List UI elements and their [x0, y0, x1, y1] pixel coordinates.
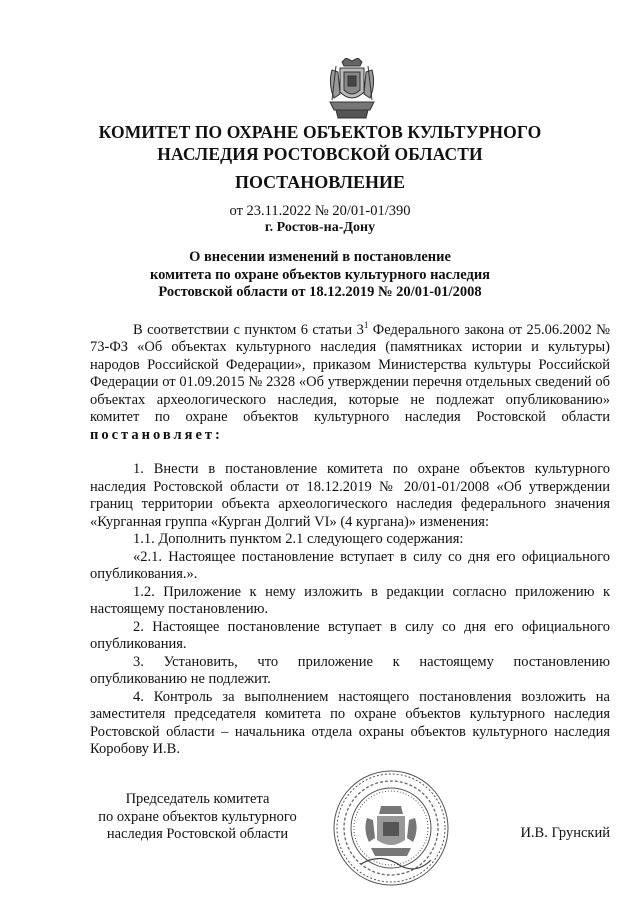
subject-line-3: Ростовской области от 18.12.2019 № 20/01-01/2008	[158, 284, 482, 300]
item-2: 2. Настоящее постановление вступает в силу со дня его официального опубликования.	[90, 618, 610, 653]
item-1-2: 1.2. Приложение к нему изложить в редакции согласно приложению к настоящему постановлению.	[90, 583, 610, 618]
signatory-position-line-2: по охране объектов культурного	[98, 808, 297, 825]
org-line-1: КОМИТЕТ ПО ОХРАНЕ ОБЪЕКТОВ КУЛЬТУРНОГО	[98, 122, 542, 142]
item-1-1: 1.1. Дополнить пунктом 2.1 следующего содержания:	[133, 531, 464, 548]
preamble-paragraph	[90, 317, 610, 444]
signatory-position-line-3: наследия Ростовской области	[106, 826, 289, 842]
signatory-position	[90, 791, 305, 844]
organization-title	[70, 121, 570, 165]
org-line-2: НАСЛЕДИЯ РОСТОВСКОЙ ОБЛАСТИ	[157, 144, 483, 164]
item-1-1-quote: «2.1. Настоящее постановление вступает в силу со дня его официального опубликования.».	[90, 548, 610, 583]
document-body	[90, 317, 610, 759]
item-4: 4. Контроль за выполнением настоящего постановления возложить на заместителя председателя комитета по охране объектов культурного наследия Ростовской области – начальника отдела охраны объектов культурного наследия Коробову И.В.	[90, 688, 610, 758]
document-city: г. Ростов-на-Дону	[264, 220, 376, 235]
subject-line-1: О внесении изменений в постановление	[189, 249, 451, 265]
item-3: 3. Установить, что приложение к настоящему постановлению опубликованию не подлежит.	[90, 653, 610, 688]
preamble-text-end: Федерального закона от 25.06.2002 № 73-ФЗ «Об объектах культурного наследия (памятниках истории и культуры) народов Российской Федерации», приказом Министерства культуры Российской Федерации от 01.09.2015 № 2328 «Об утверждении перечня отдельных сведений об объектах археологического наследия, которые не подлежат опубликованию» комитет по охране объектов культурного наследия Ростовской области	[90, 321, 610, 426]
document-subject	[70, 249, 570, 302]
preamble-text-start: В соответствии с пунктом 6 статьи 3	[133, 321, 364, 338]
item-1: 1. Внести в постановление комитета по охране объектов культурного наследия Ростовской области от 18.12.2019 № 20/01-01/2008 «Об утверждении границ территории объекта археологического наследия федерального значения «Курганная группа «Курган Долгий VI» (4 кургана)» изменения:	[90, 461, 610, 530]
official-seal-stamp-icon	[331, 768, 451, 888]
document-date-number: от 23.11.2022 № 20/01-01/390	[229, 203, 411, 219]
document-type: ПОСТАНОВЛЕНИЕ	[234, 172, 406, 192]
preamble-superscript: 1	[363, 320, 369, 330]
signatory-name: И.В. Грунский	[520, 825, 610, 841]
subject-line-2: комитета по охране объектов культурного наследия	[149, 266, 491, 283]
signatory-position-line-1: Председатель комитета	[125, 791, 270, 807]
coat-of-arms-icon	[326, 58, 378, 120]
resolves-word: постановляет:	[90, 426, 223, 443]
